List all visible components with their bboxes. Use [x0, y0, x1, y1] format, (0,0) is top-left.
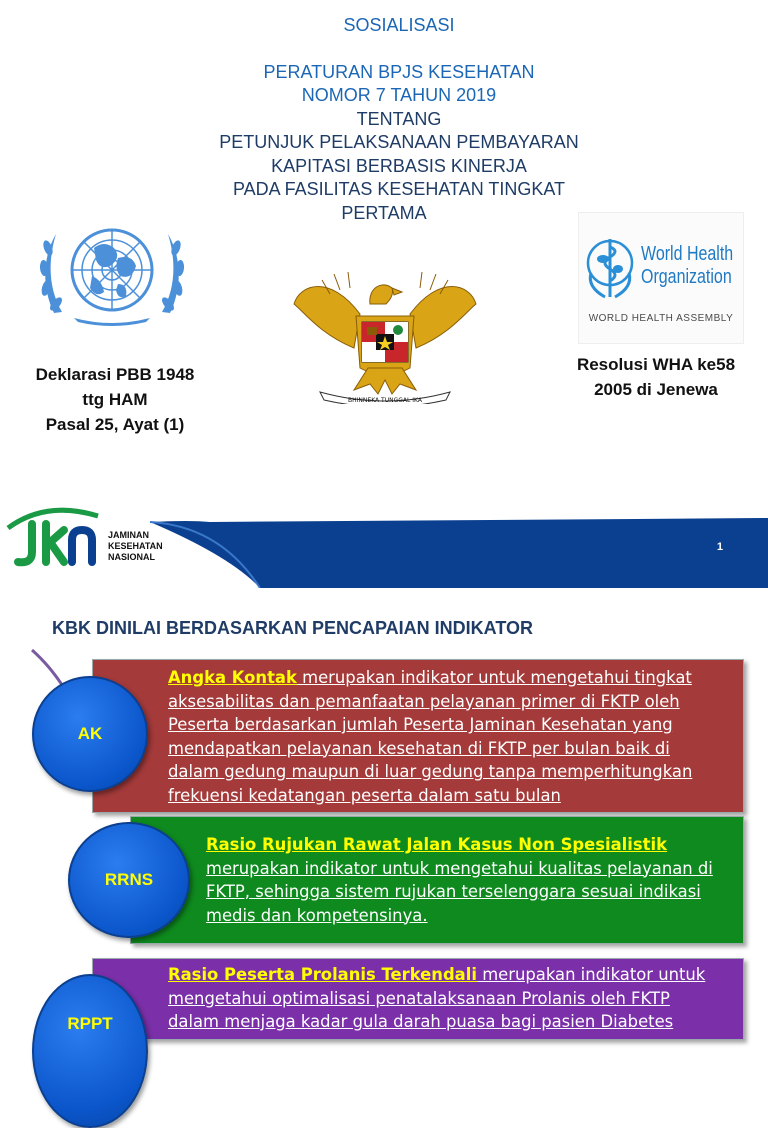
jkn-text-line: JAMINAN — [108, 530, 150, 540]
un-emblem-icon — [34, 218, 190, 326]
indicator-text — [168, 963, 705, 1034]
slide-title — [0, 14, 768, 225]
indicator-text — [206, 833, 713, 927]
garuda-emblem-icon — [290, 264, 480, 404]
caption-line: 2005 di Jenewa — [594, 380, 718, 399]
indicator-box-rrns — [130, 816, 744, 944]
caption-line: ttg HAM — [82, 390, 148, 409]
indicator-box-rppt — [92, 958, 744, 1040]
title-line: NOMOR 7 TAHUN 2019 — [301, 85, 497, 105]
who-assembly: WORLD HEALTH ASSEMBLY — [588, 313, 734, 324]
who-emblem-icon — [585, 233, 635, 303]
title-line: PETUNJUK PELAKSANAAN PEMBAYARAN — [219, 132, 579, 152]
slide-heading: KBK DINILAI BERDASARKAN PENCAPAIAN INDIKATOR — [52, 618, 534, 638]
indicator-line: aksesabilitas dan pemanfaatan pelayanan primer di FKTP oleh — [168, 691, 680, 711]
jkn-logo — [6, 506, 196, 570]
indicator-line: mendapatkan pelayanan kesehatan di FKTP per bulan baik di — [168, 738, 670, 758]
who-name-line: World Health — [641, 243, 734, 265]
indicator-term: Angka Kontak — [168, 668, 297, 687]
indicator-term: Rasio Rujukan Rawat Jalan Kasus Non Spesialistik — [206, 835, 668, 854]
indicator-text — [168, 666, 692, 807]
garuda-motto: BHINNEKA TUNGGAL IKA — [348, 397, 422, 404]
who-name — [641, 243, 733, 289]
jkn-text — [108, 530, 163, 563]
title-line: PADA FASILITAS KESEHATAN TINGKAT — [232, 179, 566, 199]
jkn-mark-icon — [6, 506, 102, 568]
right-caption — [566, 352, 746, 402]
indicator-line: Peserta berdasarkan jumlah Peserta Jaminan Kesehatan yang — [168, 715, 673, 734]
title-line: PERATURAN BPJS KESEHATAN — [263, 61, 535, 82]
indicator-badge-ak: AK — [32, 676, 148, 792]
page-number: 1 — [716, 541, 723, 553]
who-logo — [578, 212, 744, 344]
caption-line: Resolusi WHA ke58 — [576, 355, 736, 374]
title-line: KAPITASI BERBASIS KINERJA — [271, 155, 527, 176]
indicator-line: frekuensi kedatangan peserta dalam satu bulan — [168, 785, 561, 805]
indicator-line: merupakan indikator untuk — [476, 965, 706, 984]
left-caption — [20, 362, 210, 437]
indicator-term: Rasio Peserta Prolanis Terkendali — [168, 965, 477, 984]
indicator-box-ak — [92, 659, 744, 813]
caption-line: Deklarasi PBB 1948 — [35, 365, 195, 384]
title-line: PERTAMA — [341, 202, 427, 223]
indicator-line: mengetahui optimalisasi penatalaksanaan Prolanis oleh FKTP — [168, 988, 670, 1008]
caption-line: Pasal 25, Ayat (1) — [45, 415, 185, 434]
jkn-text-line: KESEHATAN — [108, 541, 163, 551]
title-line: SOSIALISASI — [343, 15, 455, 35]
indicator-line: merupakan indikator untuk mengetahui kualitas pelayanan di — [206, 858, 713, 878]
indicator-badge-rrns: RRNS — [68, 822, 190, 938]
indicator-line: merupakan indikator untuk mengetahui tingkat — [296, 668, 692, 687]
title-line: TENTANG — [356, 108, 442, 129]
indicator-badge-rppt: RPPT — [32, 974, 148, 1128]
who-name-line: Organization — [641, 266, 732, 288]
indicator-line: medis dan kompetensinya. — [206, 905, 428, 925]
jkn-text-line: NASIONAL — [108, 552, 155, 562]
indicator-line: dalam gedung maupun di luar gedung tanpa memperhitungkan — [168, 762, 693, 781]
indicator-line: FKTP, sehingga sistem rujukan terselenggara sesuai indikasi — [206, 882, 701, 901]
indicator-line: dalam menjaga kadar gula darah puasa bagi pasien Diabetes — [168, 1012, 674, 1031]
